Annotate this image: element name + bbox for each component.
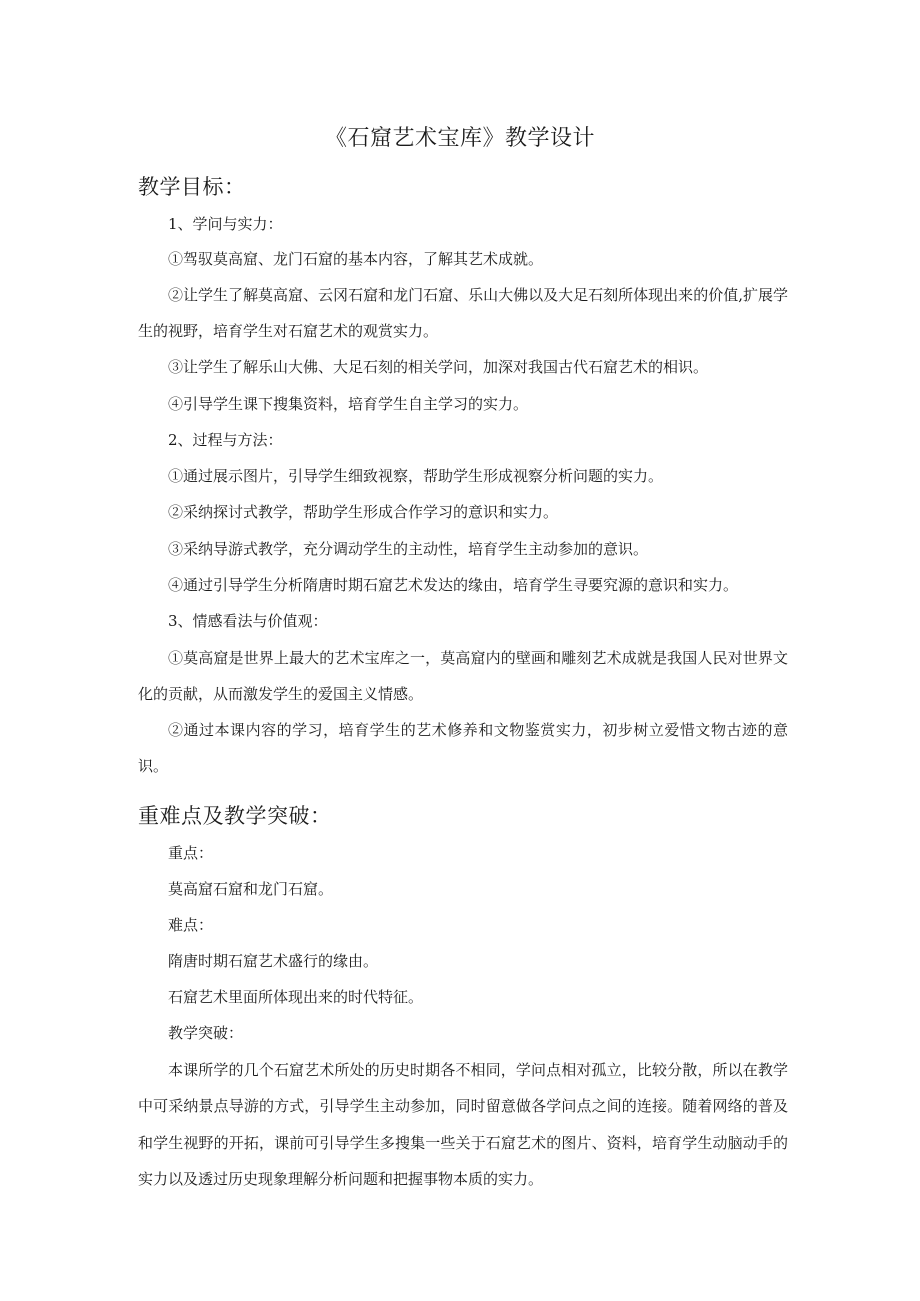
section-heading-key-points: 重难点及教学突破： [138, 804, 332, 828]
goal-1-item: ①驾驭莫高窟、龙门石窟的基本内容，了解其艺术成就。 [168, 250, 544, 268]
document-title: 《石窟艺术宝库》教学设计 [324, 126, 595, 151]
goal-3-item: ①莫高窟是世界上最大的艺术宝库之一，莫高窟内的壁画和雕刻艺术成就是我国人民对世界文化的贡献，从而激发学生的爱国主义情感。 [138, 649, 788, 704]
goal-2-item: ②采纳探讨式教学，帮助学生形成合作学习的意识和实力。 [168, 503, 559, 521]
section-heading-teaching-goals: 教学目标： [138, 175, 246, 199]
goal-2-item: ③采纳导游式教学，充分调动学生的主动性，培育学生主动参加的意识。 [168, 540, 649, 558]
difficult-point-item: 石窟艺术里面所体现出来的时代特征。 [168, 988, 424, 1006]
goal-1-item: ②让学生了解莫高窟、云冈石窟和龙门石窟、乐山大佛以及大足石刻所体现出来的价值,扩展学生的视野，培育学生对石窟艺术的观赏实力。 [138, 286, 788, 341]
breakthrough-text: 本课所学的几个石窟艺术所处的历史时期各不相同，学问点相对孤立，比较分散，所以在教学中可采纳景点导游的方式，引导学生主动参加，同时留意做各学问点之间的连接。随着网络的普及和学生视野的开拓，课前可引导学生多搜集一些关于石窟艺术的图片、资料，培育学生动脑动手的实力以及透过历史现象理解分析问题和把握事物本质的实力。 [138, 1061, 788, 1188]
key-point-text: 莫高窟石窟和龙门石窟。 [168, 880, 334, 898]
goal-1-item: ③让学生了解乐山大佛、大足石刻的相关学问，加深对我国古代石窟艺术的相识。 [168, 358, 709, 376]
breakthrough-label: 教学突破： [168, 1024, 244, 1042]
goal-3-label: 3、情感看法与价值观： [168, 612, 328, 630]
difficult-point-label: 难点： [168, 916, 214, 934]
difficult-point-item: 隋唐时期石窟艺术盛行的缘由。 [168, 952, 379, 970]
goal-2-label: 2、过程与方法： [168, 431, 283, 449]
goal-2-item: ①通过展示图片，引导学生细致视察，帮助学生形成视察分析问题的实力。 [168, 467, 664, 485]
goal-1-label: 1、学问与实力： [168, 215, 283, 233]
key-point-label: 重点： [168, 844, 214, 862]
goal-1-item: ④引导学生课下搜集资料，培育学生自主学习的实力。 [168, 395, 529, 413]
goal-3-item: ②通过本课内容的学习，培育学生的艺术修养和文物鉴赏实力，初步树立爱惜文物古迹的意识。 [138, 721, 788, 776]
goal-2-item: ④通过引导学生分析隋唐时期石窟艺术发达的缘由，培育学生寻要究源的意识和实力。 [168, 576, 739, 594]
